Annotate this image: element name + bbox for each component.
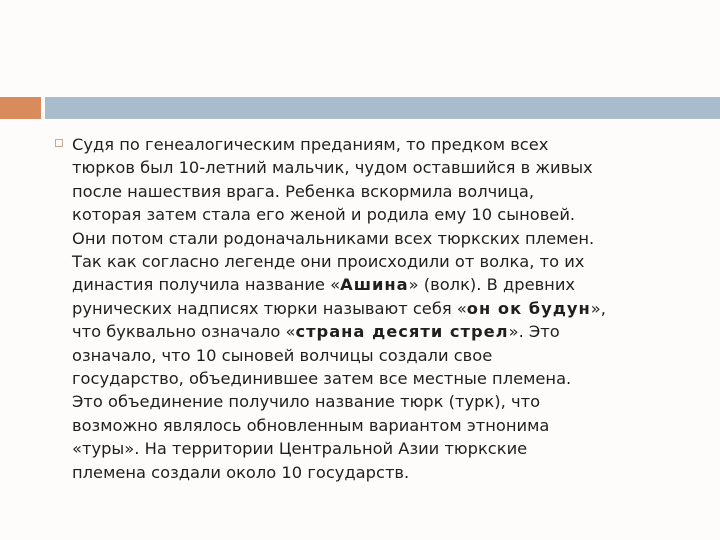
hollow-square-bullet-icon <box>55 139 63 147</box>
text-segment: », <box>590 298 606 318</box>
text-segment: «туры». На территории Центральной Азии тюркские <box>72 439 528 459</box>
bullet-item <box>55 133 695 484</box>
text-segment: которая затем стала его женой и родила ему 10 сыновей. <box>72 205 576 225</box>
slide-body <box>55 133 695 484</box>
paragraph-line <box>72 344 606 367</box>
text-segment: возможно являлось обновленным вариантом этнонима <box>72 415 550 435</box>
paragraph-line <box>72 156 606 179</box>
text-segment: Судя по генеалогическим преданиям, то предком всех <box>72 135 549 154</box>
text-segment: ». Это <box>508 322 560 342</box>
header-band <box>45 97 720 119</box>
emphasized-term: страна десяти стрел <box>295 322 509 342</box>
paragraph-line <box>72 133 606 156</box>
text-segment: племена создали около 10 государств. <box>72 462 410 482</box>
paragraph-line <box>72 203 606 226</box>
text-segment: означало, что 10 сыновей волчицы создали свое <box>72 345 493 365</box>
emphasized-term: Ашина <box>340 275 409 295</box>
text-segment: Это объединение получило название тюрк (турк), что <box>72 392 541 412</box>
emphasized-term: он ок будун <box>466 298 591 318</box>
text-segment: Так как согласно легенде они происходили от волка, то их <box>72 252 585 272</box>
text-segment: династия получила название « <box>72 275 341 295</box>
paragraph-line <box>72 461 606 484</box>
paragraph-line <box>72 180 606 203</box>
paragraph-line <box>72 297 606 320</box>
text-segment: государство, объединившее затем все местные племена. <box>72 369 572 389</box>
paragraph-line <box>72 414 606 437</box>
paragraph-line <box>72 367 606 390</box>
paragraph-line <box>72 320 606 343</box>
header-accent-band <box>0 97 41 119</box>
paragraph-line <box>72 437 606 460</box>
text-segment: что буквально означало « <box>72 322 296 342</box>
text-segment: рунических надписях тюрки называют себя « <box>72 298 467 318</box>
paragraph-line <box>72 273 606 296</box>
text-segment: после нашествия врага. Ребенка вскормила волчица, <box>72 181 535 201</box>
paragraph-line <box>72 250 606 273</box>
text-segment: тюрков был 10-летний мальчик, чудом оставшийся в живых <box>72 158 593 178</box>
paragraph-line <box>72 227 606 250</box>
text-segment: Они потом стали родоначальниками всех тюркских племен. <box>72 228 595 248</box>
bullet-paragraph <box>72 133 606 484</box>
text-segment: » (волк). В древних <box>408 275 576 295</box>
paragraph-line <box>72 390 606 413</box>
